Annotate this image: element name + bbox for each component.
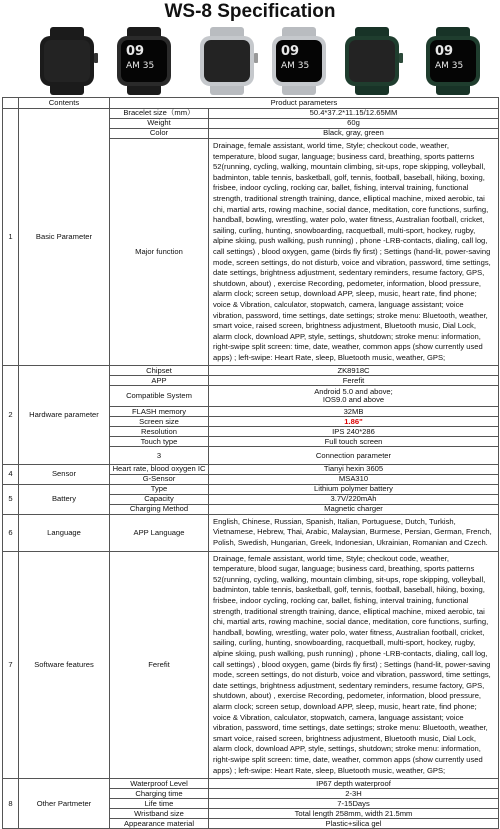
table-row [3, 514, 499, 551]
param-value: Total length 258mm, width 21.5mm [209, 809, 499, 819]
param-value: 2-3H [209, 789, 499, 799]
param-key: Capacity [110, 494, 209, 504]
param-key: APP [110, 376, 209, 386]
row-number: 7 [3, 551, 19, 778]
param-value: Drainage, female assistant, world time, Style; checkout code, weather, temperature, blood sugar, language; business card, breathing, sports patterns 52(running, cycling, walking, mountain climbing, sit-ups, rope skipping, volleyball, badminton, table tennis, basketball, golf, tennis, football, baseball, hiking, boxing, frisbee, indoor cycling, rocking car, ballet, fishing, interval training, functional strength, traditional strength training, dance, elliptical machine, mixed aerobic, tai chi, martial arts, rowing machine, social dance, meditation, core functions, surfing, handball, bowling, wrestling, water polo, water fitness, Australian football, cricket, sailing, curling, hunting, snowboarding, racquetball, multi-sport, hockey, rugby, alpine skiing, push walking, push running) , phone -LRB-contacts, dialing, call log, call settings) , blood oxygen, game (birds fly first) ; Settings (hand-lit, power-saving mode, screen settings, do not disturb, voice and vibration, password, time settings, date settings, brightness adjustment, sedentary reminders, resume factory, GPS, shutdown, about) , exercise Recording, pedometer, information, blood pressure, alarm clock; screen setup, download APP, sleep, music, heart rate, find phone; voice & Vibration, calculator, stopwatch, camera, language assistant; voice vibration, password, time settings, date settings; stroke menu: Bluetooth, weather, smart voice, raised screen, brightness adjustment, Bluetooth music, Dial Lock, alarm clock, download APP, style, settings, shutdown; stroke menu: information, right-swipe split screen: time, date, weather, common apps (show currently used apps) ; left-swipe: Heart Rate, sleep, Bluetooth music, weather, GPS; [209, 551, 499, 778]
param-value: Black, gray, green [209, 129, 499, 139]
param-key: Heart rate, blood oxygen IC [110, 464, 209, 474]
param-key: Screen size [110, 417, 209, 427]
param-value: IPS 240*286 [209, 427, 499, 437]
section-name: Basic Parameter [19, 109, 110, 366]
row-number: 8 [3, 779, 19, 829]
param-key: Major function [110, 139, 209, 366]
table-row [3, 464, 499, 474]
watch-gray-front: 09 AM 35 [268, 27, 330, 95]
param-value: Android 5.0 and above; IOS9.0 and above [209, 386, 499, 407]
watch-black-front: 09 AM 35 [113, 27, 175, 95]
param-value: 60g [209, 119, 499, 129]
param-value: Lithium polymer battery [209, 484, 499, 494]
param-key: Touch type [110, 437, 209, 447]
param-key: Appearance material [110, 819, 209, 829]
param-key: Chipset [110, 366, 209, 376]
page-title: WS-8 Specification [164, 1, 336, 22]
table-header-row [3, 98, 499, 109]
table-row [3, 109, 499, 119]
section-name: Hardware parameter [19, 366, 110, 464]
param-key: FLASH memory [110, 407, 209, 417]
param-key: Life time [110, 799, 209, 809]
param-value: 7-15Days [209, 799, 499, 809]
param-value: Plastic+silica gel [209, 819, 499, 829]
section-name: Other Partmeter [19, 779, 110, 829]
param-key: Waterproof Level [110, 779, 209, 789]
param-value: IP67 depth waterproof [209, 779, 499, 789]
watch-green-side [341, 27, 403, 95]
param-value: MSA310 [209, 474, 499, 484]
param-value: Magnetic charger [209, 504, 499, 514]
section-name: Connection parameter [209, 447, 499, 464]
table-row [3, 366, 499, 376]
row-number: 5 [3, 484, 19, 514]
param-value: 50.4*37.2*11.15/12.65MM [209, 109, 499, 119]
param-key: Charging time [110, 789, 209, 799]
param-value: Ferefit [209, 376, 499, 386]
table-row [3, 779, 499, 789]
param-key: Type [110, 484, 209, 494]
param-key: G-Sensor [110, 474, 209, 484]
row-number: 6 [3, 514, 19, 551]
table-row [3, 551, 499, 778]
param-value: Full touch screen [209, 437, 499, 447]
spec-table [2, 97, 499, 829]
row-number: 4 [3, 464, 19, 484]
param-value: 3.7V/220mAh [209, 494, 499, 504]
section-name: Sensor [19, 464, 110, 484]
section-name: Language [19, 514, 110, 551]
param-value: Drainage, female assistant, world time, Style; checkout code, weather, temperature, blood sugar, language; business card, breathing, sports patterns 52(running, cycling, walking, mountain climbing, sit-ups, rope skipping, volleyball, badminton, table tennis, basketball, golf, tennis, football, baseball, hiking, boxing, frisbee, indoor cycling, rocking car, ballet, fishing, interval training, functional strength, traditional strength training, dance, elliptical machine, mixed aerobic, tai chi, martial arts, rowing machine, social dance, meditation, core functions, surfing, handball, bowling, wrestling, water polo, water fitness, Australian football, cricket, sailing, curling, hunting, snowboarding, racquetball, multi-sport, hockey, rugby, alpine skiing, push walking, push running) , phone -LRB-contacts, dialing, call log, call settings) , blood oxygen, game (birds fly first) ; Settings (hand-lit, power-saving mode, screen settings, do not disturb, voice and vibration, password, time settings, date settings, brightness adjustment, sedentary reminders, resume factory, GPS, shutdown, about) , exercise Recording, pedometer, information, blood pressure, alarm clock; screen setup, download APP, sleep, music, heart rate, find phone; voice & Vibration, calculator, stopwatch, camera, language assistant; voice vibration, password, time settings, date settings; stroke menu: Bluetooth, weather, smart voice, raised screen, brightness adjustment, Bluetooth music, Dial Lock, alarm clock, download APP, style, settings, shutdown; stroke menu: information, right-swipe split screen: time, date, weather, common apps (show currently used apps) ; left-swipe: Heart Rate, sleep, Bluetooth music, weather, GPS; [209, 139, 499, 366]
param-key: Bracelet size（mm） [110, 109, 209, 119]
watch-green-front: 09 AM 35 [422, 27, 484, 95]
param-key: Charging Method [110, 504, 209, 514]
param-value: Tianyi hexin 3605 [209, 464, 499, 474]
param-key: Color [110, 129, 209, 139]
product-images [0, 27, 500, 97]
table-row [3, 484, 499, 494]
watch-gray-side [196, 27, 258, 95]
row-number: 1 [3, 109, 19, 366]
section-name: Battery [19, 484, 110, 514]
row-number: 3 [110, 447, 209, 464]
header-params: Product parameters [110, 98, 499, 109]
param-value: ZK8918C [209, 366, 499, 376]
watch-black-side [36, 27, 98, 95]
param-key: Compatible System [110, 386, 209, 407]
param-key: Wristband size [110, 809, 209, 819]
param-value: 1.86" [209, 417, 499, 427]
row-number: 2 [3, 366, 19, 464]
param-key: Resolution [110, 427, 209, 437]
param-key: Ferefit [110, 551, 209, 778]
param-key: APP Language [110, 514, 209, 551]
section-name: Software features [19, 551, 110, 778]
param-value: 32MB [209, 407, 499, 417]
param-value: English, Chinese, Russian, Spanish, Italian, Portuguese, Dutch, Turkish, Vietnamese, Hebrew, Thai, Arabic, Malaysian, Burmese, Persian, German, French, Polish, Swedish, Hungarian, Greek, Indonesian, Ukrainian, Romanian and Czech. [209, 514, 499, 551]
param-key: Weight [110, 119, 209, 129]
header-contents: Contents [19, 98, 110, 109]
